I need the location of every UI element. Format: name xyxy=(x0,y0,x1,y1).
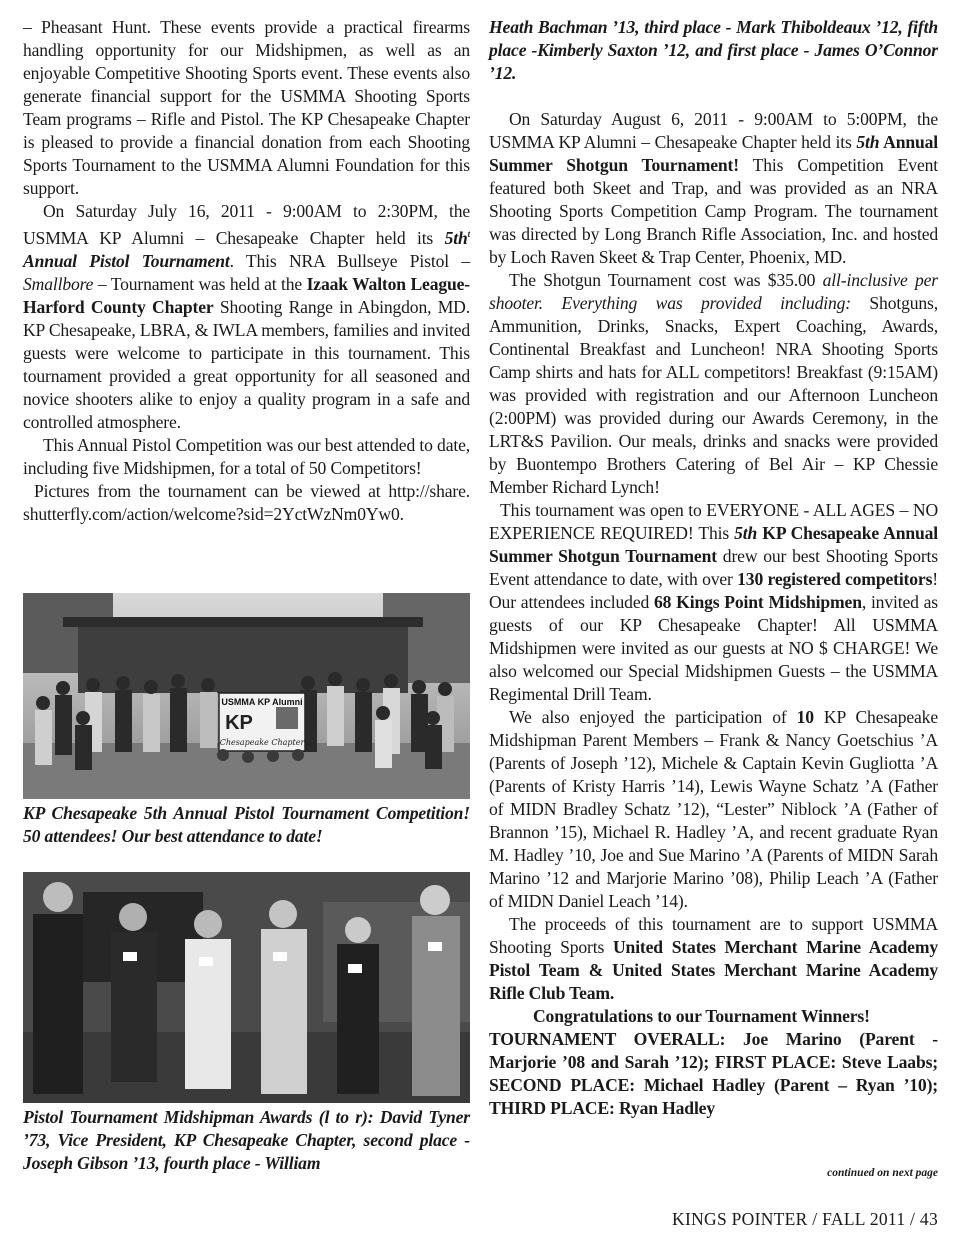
left-column xyxy=(23,16,470,526)
text-run: We also enjoyed the participation of xyxy=(509,707,797,727)
text-run: Smallbore xyxy=(23,273,94,294)
text-run: drew our best Shooting Sports Event attendance to date, with over xyxy=(489,546,938,589)
photo-caption: Pistol Tournament Midshipman Awards (l to r): David Tyner ’73, Vice President, KP Chesapeake Chapter, second place - Joseph Gibson ’13, fourth place - William xyxy=(23,1107,470,1173)
awards-photo xyxy=(23,872,470,1103)
text-run: 68 Kings Point Midshipmen xyxy=(654,592,862,612)
paragraph xyxy=(489,269,938,499)
text-run: Izaak Walton League- Harford County Chapter xyxy=(23,273,470,317)
text-run: 5th xyxy=(444,227,468,248)
text-run: Shotguns, Ammunition, Drinks, Snacks, Expert Coaching, Awards, Continental Breakfast and Luncheon! NRA Shooting Sports Camp shirts and hats for ALL competitors! Breakfast (9:15AM) was provided with registration and our Afternoon Luncheon (2:00PM) was provided during our Awards Ceremony, in the LRT&S Pavilion. Our meals, drinks and snacks were provided by Buontempo Brothers Catering of Bel Air – KP Chessie Member Richard Lynch! xyxy=(489,293,938,497)
continued-note: continued on next page xyxy=(827,1167,938,1179)
text-run: Annual Pistol Tournament xyxy=(23,250,230,271)
text-run: On Saturday August 6, 2011 - 9:00AM to 5:00PM, the USMMA KP Alumni – Chesapeake Chapter held its xyxy=(489,109,938,152)
paragraph xyxy=(489,913,938,1005)
text-run: 5th xyxy=(856,132,880,152)
text-run: KP Chesapeake Midshipman Parent Members – Frank & Nancy Goetschius ’A (Parents of Joseph ’12), Michele & Captain Kevin Gugliotta ’A (Parents of Kristy Harris ’14), Lewis Wayne Schatz ’A (Father of MIDN Bradley Schatz ’12), “Lester” Niblock ’A (Father of Brannon ’15), Michael R. Hadley ’A, and recent graduate Ryan M. Hadley ’10, Joe and Sue Marino ’A (Parents of MIDN Sarah Marino ’12 and Marjorie Marino ’08), Philip Leach ’A (Father of MIDN Daniel Leach ’14). xyxy=(489,707,938,911)
text-run: United States Merchant Marine Academy Pistol Team & United States Merchant Marine Academy Rifle Club Team. xyxy=(489,937,938,1003)
spacer xyxy=(489,85,938,108)
superscript: t xyxy=(467,229,470,239)
banner-logo: KP xyxy=(225,712,253,734)
right-column xyxy=(489,16,938,1120)
page-footer: KINGS POINTER / FALL 2011 / 43 xyxy=(672,1209,938,1229)
group-photo xyxy=(23,593,470,799)
text-run: The Shotgun Tournament cost was $35.00 xyxy=(509,270,823,290)
caption-continuation: Heath Bachman ’13, third place - Mark Thiboldeaux ’12, fifth place -Kimberly Saxton ’12, and first place - James O’Connor ’12. xyxy=(489,17,938,83)
text-run: 10 xyxy=(796,707,814,727)
paragraph: This Annual Pistol Competition was our best attended to date, including five Midshipmen, for a total of 50 Competitors! xyxy=(23,434,470,478)
paragraph xyxy=(489,499,938,706)
paragraph xyxy=(23,200,470,434)
text-run: Shooting Range in Abingdon, MD. KP Chesapeake, LBRA, & IWLA members, families and invited guests were welcome to participate in this tournament. This tournament provided a great opportunity for all seasoned and novice shooters alike to enjoy a quality program in a safe and controlled atmosphere. xyxy=(23,296,470,432)
photo-caption: KP Chesapeake 5th Annual Pistol Tournament Competition! 50 attendees! Our best attendance to date! xyxy=(23,803,470,846)
text-run: 130 registered competitors xyxy=(737,569,933,589)
text-run: The proceeds of this tournament are to support USMMA Shooting Sports xyxy=(489,914,938,957)
paragraph xyxy=(489,108,938,269)
text-run: Annual Summer Shotgun Tournament! xyxy=(489,132,938,175)
text-run: This Competition Event featured both Skeet and Trap, and was provided as an NRA Shooting Sports Competition Camp Program. The tournament was directed by Long Branch Rifle Association, Inc. and hosted by Loch Raven Skeet & Trap Center, Phoenix, MD. xyxy=(489,155,938,267)
paragraph: – Pheasant Hunt. These events provide a practical firearms handling opportunity for our Midshipmen, as well as an enjoyable Competitive Shooting Sports event. These events also generate financial support for the USMMA Shooting Sports Team programs – Rifle and Pistol. The KP Chesapeake Chapter is pleased to provide a financial donation from each Shooting Sports Tournament to the USMMA Alumni Foundation for this support. xyxy=(23,17,470,198)
text-run: , invited as guests of our KP Chesapeake Chapter! All USMMA Midshipmen were invited as our guests at NO $ CHARGE! We also welcomed our Special Midshipmen Guests – the USMMA Regimental Drill Team. xyxy=(489,592,938,704)
winners-list: TOURNAMENT OVERALL: Joe Marino (Parent - Marjorie ’08 and Sarah ’12); FIRST PLACE: Steve Laabs; SECOND PLACE: Michael Hadley (Parent – Ryan ’10); THIRD PLACE: Ryan Hadley xyxy=(489,1029,938,1118)
group-photo-image xyxy=(23,593,470,799)
awards-photo-image xyxy=(23,872,470,1103)
text-run: . This NRA Bullseye Pistol – xyxy=(229,250,470,271)
text-run: KP Chesapeake Annual Summer Shotgun Tournament xyxy=(489,523,938,566)
text-run: On Saturday July 16, 2011 - 9:00AM to 2:30PM, the USMMA KP Alumni – Chesapeake Chapter held its xyxy=(23,201,470,248)
banner-subtitle: Chesapeake Chapter xyxy=(219,738,305,747)
text-run: This tournament was open to EVERYONE - ALL AGES – NO EXPERIENCE REQUIRED! This xyxy=(489,500,938,543)
winners-heading: Congratulations to our Tournament Winners! xyxy=(533,1006,870,1026)
text-run: all-inclusive per shooter. Everything was provided including: xyxy=(489,270,938,313)
text-run: – Tournament was held at the xyxy=(93,273,307,294)
paragraph xyxy=(489,706,938,913)
banner-title: USMMA KP Alumni xyxy=(221,697,303,707)
paragraph: Pictures from the tournament can be viewed at http://share. shutterfly.com/action/welcome?sid=2YctWzNm0Yw0. xyxy=(23,480,470,524)
text-run: ! Our attendees included xyxy=(489,569,938,612)
text-run: 5th xyxy=(734,523,758,543)
